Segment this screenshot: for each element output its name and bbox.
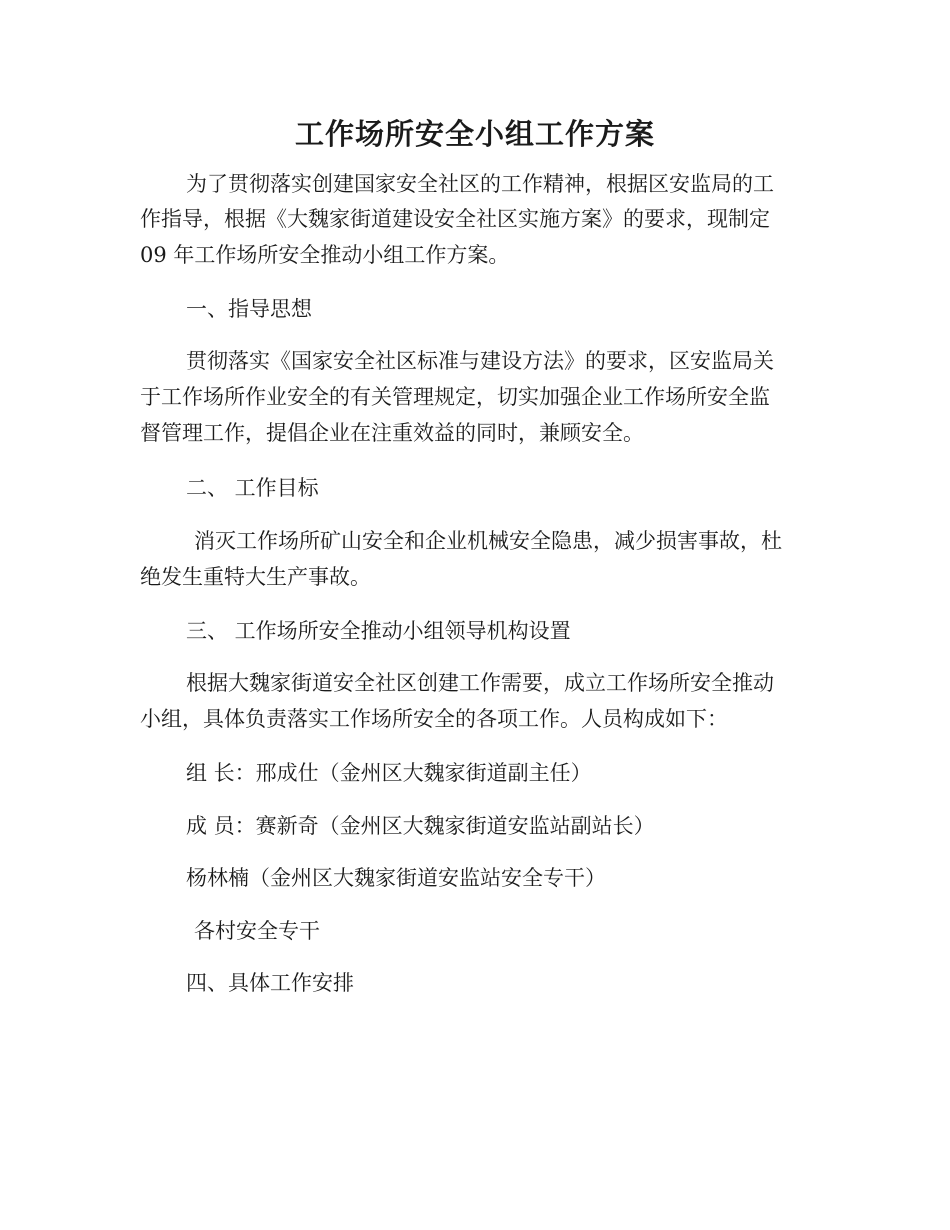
paragraph-intro-line-1: 为了贯彻落实创建国家安全社区的工作精神，根据区安监局的工 <box>186 172 774 196</box>
paragraph-intro-line-2: 作指导，根据《大魏家街道建设安全社区实施方案》的要求，现制定 <box>140 207 770 231</box>
paragraph-intro-line-3: 09 年工作场所安全推动小组工作方案。 <box>140 243 510 267</box>
section-heading-work-goals: 二、 工作目标 <box>186 476 319 500</box>
paragraph-goals-line-2: 绝发生重特大生产事故。 <box>140 565 371 589</box>
paragraph-organization-line-1: 根据大魏家街道安全社区创建工作需要，成立工作场所安全推动 <box>186 671 774 695</box>
paragraph-guiding-line-3: 督管理工作，提倡企业在注重效益的同时，兼顾安全。 <box>140 421 644 445</box>
paragraph-guiding-line-1: 贯彻落实《国家安全社区标准与建设方法》的要求，区安监局关 <box>186 349 774 373</box>
section-heading-guiding-ideology: 一、指导思想 <box>186 297 312 321</box>
member-first: 成 员：赛新奇（金州区大魏家街道安监站副站长） <box>186 814 655 838</box>
member-leader: 组 长：邢成仕（金州区大魏家街道副主任） <box>186 761 592 785</box>
section-heading-organization: 三、 工作场所安全推动小组领导机构设置 <box>186 619 571 643</box>
paragraph-guiding-line-2: 于工作场所作业安全的有关管理规定，切实加强企业工作场所安全监 <box>140 385 770 409</box>
document-title: 工作场所安全小组工作方案 <box>294 117 655 151</box>
paragraph-organization-line-2: 小组，具体负责落实工作场所安全的各项工作。人员构成如下： <box>140 707 728 731</box>
section-heading-work-arrangement: 四、具体工作安排 <box>186 971 354 995</box>
member-second: 杨林楠（金州区大魏家街道安监站安全专干） <box>186 866 606 890</box>
paragraph-goals-line-1: 消灭工作场所矿山安全和企业机械安全隐患，减少损害事故，杜 <box>194 529 782 553</box>
member-village-officers: 各村安全专干 <box>194 919 320 943</box>
